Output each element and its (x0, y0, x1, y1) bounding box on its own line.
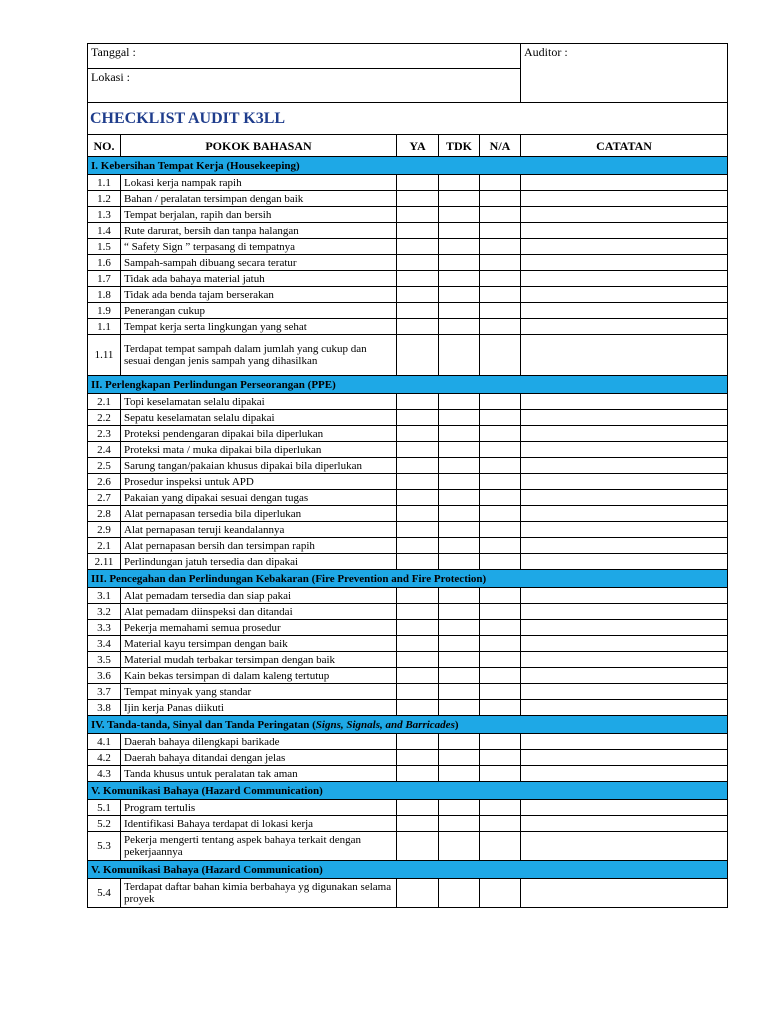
item-number: 1.1 (88, 319, 121, 335)
ya-cell[interactable] (397, 490, 439, 506)
table-row (88, 287, 728, 303)
column-header-row (88, 135, 728, 157)
notes-cell[interactable] (521, 506, 728, 522)
item-text: Pekerja mengerti tentang aspek bahaya terkait dengan pekerjaannya (121, 832, 397, 861)
item-number: 1.6 (88, 255, 121, 271)
item-number: 3.3 (88, 620, 121, 636)
na-cell[interactable] (480, 303, 521, 319)
item-text: Program tertulis (121, 800, 397, 816)
ya-cell[interactable] (397, 410, 439, 426)
item-text: Prosedur inspeksi untuk APD (121, 474, 397, 490)
na-cell[interactable] (480, 442, 521, 458)
table-row (88, 652, 728, 668)
date-field[interactable] (88, 44, 521, 69)
ya-cell[interactable] (397, 800, 439, 816)
item-number: 2.8 (88, 506, 121, 522)
table-row (88, 604, 728, 620)
notes-cell[interactable] (521, 668, 728, 684)
table-row (88, 879, 728, 908)
notes-cell[interactable] (521, 636, 728, 652)
audit-sheet (87, 43, 727, 908)
item-text: Sepatu keselamatan selalu dipakai (121, 410, 397, 426)
notes-cell[interactable] (521, 410, 728, 426)
item-number: 2.2 (88, 410, 121, 426)
item-number: 1.11 (88, 335, 121, 376)
na-cell[interactable] (480, 271, 521, 287)
ya-cell[interactable] (397, 426, 439, 442)
item-number: 3.1 (88, 588, 121, 604)
item-text: Rute darurat, bersih dan tanpa halangan (121, 223, 397, 239)
item-text: Alat pernapasan teruji keandalannya (121, 522, 397, 538)
item-number: 1.7 (88, 271, 121, 287)
ya-cell[interactable] (397, 458, 439, 474)
item-number: 1.2 (88, 191, 121, 207)
na-cell[interactable] (480, 191, 521, 207)
section-title: V. Komunikasi Bahaya (Hazard Communication) (88, 861, 728, 879)
ya-cell[interactable] (397, 620, 439, 636)
notes-cell[interactable] (521, 588, 728, 604)
section-header (88, 570, 728, 588)
tdk-cell[interactable] (439, 620, 480, 636)
notes-cell[interactable] (521, 191, 728, 207)
ya-cell[interactable] (397, 700, 439, 716)
checklist-table (87, 43, 728, 908)
item-number: 5.2 (88, 816, 121, 832)
notes-cell[interactable] (521, 442, 728, 458)
notes-cell[interactable] (521, 207, 728, 223)
item-number: 2.9 (88, 522, 121, 538)
na-cell[interactable] (480, 734, 521, 750)
tdk-cell[interactable] (439, 816, 480, 832)
item-text: Proteksi mata / muka dipakai bila diperlukan (121, 442, 397, 458)
table-row (88, 458, 728, 474)
ya-cell[interactable] (397, 303, 439, 319)
tdk-cell[interactable] (439, 426, 480, 442)
tdk-cell[interactable] (439, 832, 480, 861)
item-text: Tidak ada bahaya material jatuh (121, 271, 397, 287)
table-row (88, 490, 728, 506)
ya-cell[interactable] (397, 191, 439, 207)
notes-cell[interactable] (521, 271, 728, 287)
tdk-cell[interactable] (439, 223, 480, 239)
item-text: Tidak ada benda tajam berserakan (121, 287, 397, 303)
item-number: 3.6 (88, 668, 121, 684)
table-row (88, 684, 728, 700)
col-no: NO. (88, 135, 121, 157)
na-cell[interactable] (480, 700, 521, 716)
tdk-cell[interactable] (439, 191, 480, 207)
item-text: Material kayu tersimpan dengan baik (121, 636, 397, 652)
na-cell[interactable] (480, 239, 521, 255)
tdk-cell[interactable] (439, 175, 480, 191)
na-cell[interactable] (480, 604, 521, 620)
na-cell[interactable] (480, 223, 521, 239)
item-number: 1.8 (88, 287, 121, 303)
ya-cell[interactable] (397, 554, 439, 570)
ya-cell[interactable] (397, 588, 439, 604)
table-row (88, 175, 728, 191)
notes-cell[interactable] (521, 750, 728, 766)
ya-cell[interactable] (397, 766, 439, 782)
item-number: 2.11 (88, 554, 121, 570)
tdk-cell[interactable] (439, 239, 480, 255)
section-header (88, 782, 728, 800)
na-cell[interactable] (480, 816, 521, 832)
item-text: Tempat kerja serta lingkungan yang sehat (121, 319, 397, 335)
title-row (88, 103, 728, 135)
notes-cell[interactable] (521, 255, 728, 271)
tdk-cell[interactable] (439, 458, 480, 474)
item-number: 1.9 (88, 303, 121, 319)
table-row (88, 766, 728, 782)
ya-cell[interactable] (397, 522, 439, 538)
item-number: 3.5 (88, 652, 121, 668)
table-row (88, 271, 728, 287)
na-cell[interactable] (480, 506, 521, 522)
na-cell[interactable] (480, 287, 521, 303)
item-number: 3.4 (88, 636, 121, 652)
ya-cell[interactable] (397, 636, 439, 652)
item-number: 2.5 (88, 458, 121, 474)
section-header (88, 376, 728, 394)
item-text: Alat pernapasan bersih dan tersimpan rapih (121, 538, 397, 554)
ya-cell[interactable] (397, 668, 439, 684)
tdk-cell[interactable] (439, 271, 480, 287)
col-topic: POKOK BAHASAN (121, 135, 397, 157)
tdk-cell[interactable] (439, 652, 480, 668)
notes-cell[interactable] (521, 652, 728, 668)
item-text: Material mudah terbakar tersimpan dengan baik (121, 652, 397, 668)
item-number: 3.8 (88, 700, 121, 716)
ya-cell[interactable] (397, 734, 439, 750)
item-text: Daerah bahaya ditandai dengan jelas (121, 750, 397, 766)
ya-cell[interactable] (397, 816, 439, 832)
tdk-cell[interactable] (439, 554, 480, 570)
table-row (88, 410, 728, 426)
item-number: 5.1 (88, 800, 121, 816)
item-text: Proteksi pendengaran dipakai bila diperlukan (121, 426, 397, 442)
item-number: 1.1 (88, 175, 121, 191)
table-row (88, 522, 728, 538)
tdk-cell[interactable] (439, 800, 480, 816)
item-text: Pakaian yang dipakai sesuai dengan tugas (121, 490, 397, 506)
table-row (88, 319, 728, 335)
na-cell[interactable] (480, 474, 521, 490)
table-row (88, 750, 728, 766)
item-text: Daerah bahaya dilengkapi barikade (121, 734, 397, 750)
na-cell[interactable] (480, 832, 521, 861)
na-cell[interactable] (480, 766, 521, 782)
item-text: Terdapat tempat sampah dalam jumlah yang cukup dan sesuai dengan jenis sampah yang dihasilkan (121, 335, 397, 376)
tdk-cell[interactable] (439, 506, 480, 522)
notes-cell[interactable] (521, 319, 728, 335)
item-text: Alat pemadam tersedia dan siap pakai (121, 588, 397, 604)
na-cell[interactable] (480, 554, 521, 570)
item-number: 5.4 (88, 879, 121, 908)
table-row (88, 620, 728, 636)
item-text: “ Safety Sign ” terpasang di tempatnya (121, 239, 397, 255)
ya-cell[interactable] (397, 538, 439, 554)
ya-cell[interactable] (397, 474, 439, 490)
notes-cell[interactable] (521, 175, 728, 191)
ya-cell[interactable] (397, 652, 439, 668)
na-cell[interactable] (480, 800, 521, 816)
na-cell[interactable] (480, 426, 521, 442)
item-text: Bahan / peralatan tersimpan dengan baik (121, 191, 397, 207)
ya-cell[interactable] (397, 255, 439, 271)
item-number: 1.3 (88, 207, 121, 223)
na-cell[interactable] (480, 458, 521, 474)
tdk-cell[interactable] (439, 207, 480, 223)
tdk-cell[interactable] (439, 394, 480, 410)
item-number: 3.2 (88, 604, 121, 620)
notes-cell[interactable] (521, 734, 728, 750)
na-cell[interactable] (480, 522, 521, 538)
notes-cell[interactable] (521, 554, 728, 570)
tdk-cell[interactable] (439, 668, 480, 684)
tdk-cell[interactable] (439, 442, 480, 458)
item-text: Sarung tangan/pakaian khusus dipakai bila diperlukan (121, 458, 397, 474)
date-row (88, 44, 728, 69)
notes-cell[interactable] (521, 766, 728, 782)
item-number: 2.6 (88, 474, 121, 490)
table-row (88, 303, 728, 319)
notes-cell[interactable] (521, 474, 728, 490)
notes-cell[interactable] (521, 458, 728, 474)
na-cell[interactable] (480, 750, 521, 766)
table-row (88, 800, 728, 816)
ya-cell[interactable] (397, 319, 439, 335)
item-text: Pekerja memahami semua prosedur (121, 620, 397, 636)
notes-cell[interactable] (521, 620, 728, 636)
table-row (88, 335, 728, 376)
item-number: 2.1 (88, 394, 121, 410)
table-row (88, 538, 728, 554)
table-row (88, 442, 728, 458)
table-row (88, 255, 728, 271)
na-cell[interactable] (480, 538, 521, 554)
auditor-label: Auditor : (524, 45, 568, 59)
na-cell[interactable] (480, 652, 521, 668)
ya-cell[interactable] (397, 684, 439, 700)
na-cell[interactable] (480, 335, 521, 376)
item-text: Ijin kerja Panas diikuti (121, 700, 397, 716)
table-row (88, 668, 728, 684)
page-title: CHECKLIST AUDIT K3LL (88, 103, 728, 135)
date-label: Tanggal : (91, 45, 136, 59)
section-title: I. Kebersihan Tempat Kerja (Housekeeping) (88, 157, 728, 175)
section-header (88, 716, 728, 734)
section-title: III. Pencegahan dan Perlindungan Kebakaran (Fire Prevention and Fire Protection) (88, 570, 728, 588)
tdk-cell[interactable] (439, 255, 480, 271)
table-row (88, 207, 728, 223)
item-text: Tanda khusus untuk peralatan tak aman (121, 766, 397, 782)
ya-cell[interactable] (397, 271, 439, 287)
notes-cell[interactable] (521, 522, 728, 538)
tdk-cell[interactable] (439, 410, 480, 426)
notes-cell[interactable] (521, 426, 728, 442)
ya-cell[interactable] (397, 335, 439, 376)
item-text: Tempat berjalan, rapih dan bersih (121, 207, 397, 223)
na-cell[interactable] (480, 879, 521, 908)
notes-cell[interactable] (521, 832, 728, 861)
tdk-cell[interactable] (439, 766, 480, 782)
notes-cell[interactable] (521, 239, 728, 255)
table-row (88, 734, 728, 750)
tdk-cell[interactable] (439, 734, 480, 750)
ya-cell[interactable] (397, 442, 439, 458)
item-number: 2.1 (88, 538, 121, 554)
na-cell[interactable] (480, 175, 521, 191)
table-row (88, 816, 728, 832)
ya-cell[interactable] (397, 506, 439, 522)
tdk-cell[interactable] (439, 522, 480, 538)
item-text: Terdapat daftar bahan kimia berbahaya yg digunakan selama proyek (121, 879, 397, 908)
notes-cell[interactable] (521, 538, 728, 554)
notes-cell[interactable] (521, 287, 728, 303)
item-number: 2.4 (88, 442, 121, 458)
na-cell[interactable] (480, 207, 521, 223)
table-row (88, 394, 728, 410)
tdk-cell[interactable] (439, 879, 480, 908)
section-header (88, 861, 728, 879)
na-cell[interactable] (480, 684, 521, 700)
notes-cell[interactable] (521, 335, 728, 376)
item-text: Sampah-sampah dibuang secara teratur (121, 255, 397, 271)
item-text: Perlindungan jatuh tersedia dan dipakai (121, 554, 397, 570)
col-tdk: TDK (439, 135, 480, 157)
item-text: Kain bekas tersimpan di dalam kaleng tertutup (121, 668, 397, 684)
notes-cell[interactable] (521, 604, 728, 620)
notes-cell[interactable] (521, 800, 728, 816)
item-number: 3.7 (88, 684, 121, 700)
tdk-cell[interactable] (439, 750, 480, 766)
na-cell[interactable] (480, 319, 521, 335)
notes-cell[interactable] (521, 700, 728, 716)
item-text: Lokasi kerja nampak rapih (121, 175, 397, 191)
tdk-cell[interactable] (439, 335, 480, 376)
item-number: 4.3 (88, 766, 121, 782)
ya-cell[interactable] (397, 239, 439, 255)
ya-cell[interactable] (397, 879, 439, 908)
location-label: Lokasi : (91, 70, 130, 84)
table-row (88, 426, 728, 442)
ya-cell[interactable] (397, 394, 439, 410)
ya-cell[interactable] (397, 223, 439, 239)
col-ya: YA (397, 135, 439, 157)
notes-cell[interactable] (521, 394, 728, 410)
item-text: Identifikasi Bahaya terdapat di lokasi kerja (121, 816, 397, 832)
item-number: 4.2 (88, 750, 121, 766)
tdk-cell[interactable] (439, 319, 480, 335)
tdk-cell[interactable] (439, 474, 480, 490)
table-row (88, 239, 728, 255)
table-row (88, 474, 728, 490)
na-cell[interactable] (480, 588, 521, 604)
section-title: IV. Tanda-tanda, Sinyal dan Tanda Peringatan (Signs, Signals, and Barricades) (88, 716, 728, 734)
item-text: Topi keselamatan selalu dipakai (121, 394, 397, 410)
auditor-field[interactable] (521, 44, 728, 103)
item-text: Penerangan cukup (121, 303, 397, 319)
ya-cell[interactable] (397, 750, 439, 766)
ya-cell[interactable] (397, 207, 439, 223)
table-row (88, 223, 728, 239)
table-row (88, 832, 728, 861)
item-number: 4.1 (88, 734, 121, 750)
notes-cell[interactable] (521, 684, 728, 700)
na-cell[interactable] (480, 490, 521, 506)
tdk-cell[interactable] (439, 538, 480, 554)
notes-cell[interactable] (521, 879, 728, 908)
ya-cell[interactable] (397, 287, 439, 303)
col-na: N/A (480, 135, 521, 157)
notes-cell[interactable] (521, 490, 728, 506)
na-cell[interactable] (480, 668, 521, 684)
na-cell[interactable] (480, 620, 521, 636)
na-cell[interactable] (480, 410, 521, 426)
tdk-cell[interactable] (439, 303, 480, 319)
na-cell[interactable] (480, 394, 521, 410)
tdk-cell[interactable] (439, 287, 480, 303)
ya-cell[interactable] (397, 832, 439, 861)
tdk-cell[interactable] (439, 636, 480, 652)
item-text: Tempat minyak yang standar (121, 684, 397, 700)
section-header (88, 157, 728, 175)
table-row (88, 191, 728, 207)
notes-cell[interactable] (521, 816, 728, 832)
na-cell[interactable] (480, 255, 521, 271)
item-number: 1.4 (88, 223, 121, 239)
item-number: 2.3 (88, 426, 121, 442)
item-text: Alat pemadam diinspeksi dan ditandai (121, 604, 397, 620)
notes-cell[interactable] (521, 303, 728, 319)
col-notes: CATATAN (521, 135, 728, 157)
item-number: 1.5 (88, 239, 121, 255)
table-row (88, 554, 728, 570)
table-row (88, 700, 728, 716)
tdk-cell[interactable] (439, 700, 480, 716)
notes-cell[interactable] (521, 223, 728, 239)
table-row (88, 636, 728, 652)
tdk-cell[interactable] (439, 490, 480, 506)
tdk-cell[interactable] (439, 684, 480, 700)
na-cell[interactable] (480, 636, 521, 652)
table-row (88, 588, 728, 604)
table-row (88, 506, 728, 522)
location-field[interactable] (88, 69, 521, 103)
ya-cell[interactable] (397, 175, 439, 191)
item-number: 2.7 (88, 490, 121, 506)
item-number: 5.3 (88, 832, 121, 861)
section-title: II. Perlengkapan Perlindungan Perseorangan (PPE) (88, 376, 728, 394)
ya-cell[interactable] (397, 604, 439, 620)
section-title: V. Komunikasi Bahaya (Hazard Communication) (88, 782, 728, 800)
tdk-cell[interactable] (439, 604, 480, 620)
item-text: Alat pernapasan tersedia bila diperlukan (121, 506, 397, 522)
tdk-cell[interactable] (439, 588, 480, 604)
